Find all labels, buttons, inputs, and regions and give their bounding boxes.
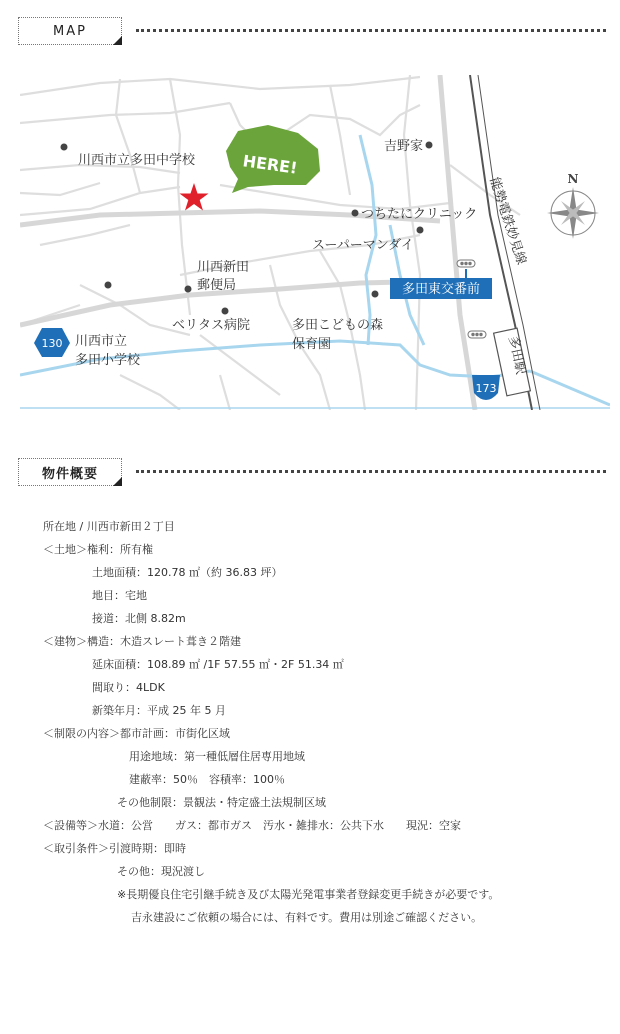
spec-line: 建蔽率：50％ 容積率：100％ [129,773,285,786]
label-koban: 多田東交番前 [401,282,481,297]
spec-line: ＜設備等＞水道：公営 ガス：都市ガス 汚水・雑排水：公共下水 現況：空家 [43,819,461,832]
dotted-divider [136,29,606,32]
tag-corner [113,36,122,45]
traffic-light-icon [468,331,486,338]
spec-line: 接道：北側 8.82m [92,612,186,625]
label-school-sho-2: 多田小学校 [75,353,141,368]
map-section-title: MAP [53,23,87,39]
spec-line: 吉永建設にご依頼の場合には、有料です。費用は別途ご確認ください。 [131,911,483,924]
label-yoshino: 吉野家 [384,139,424,154]
spec-line: 土地面積：120.78 ㎡（約 36.83 坪） [92,566,283,579]
spec-line: 新築年月：平成 25 年 5 月 [92,704,226,717]
spec-line: ＜制限の内容＞都市計画：市街化区域 [43,727,230,740]
route-130-label: 130 [41,337,63,350]
area-map [20,75,610,410]
label-tsuchitani: つちたにクリニック [361,207,478,222]
route-173-label: 173 [475,382,497,395]
spec-line: その他：現況渡し [117,865,205,878]
map-title-box [18,17,122,45]
poi-dot [185,286,192,293]
spec-line: ＜取引条件＞引渡時期：即時 [43,842,186,855]
poi-dot [222,308,229,315]
label-veritas: ベリタス病院 [172,318,251,333]
label-nursery-1: 多田こどもの森 [292,318,384,333]
label-super: スーパーマンダイ [312,238,414,253]
label-post-1: 川西新田 [197,260,250,275]
railway-label: 能勢電鉄妙見線 [486,175,529,267]
label-post-2: 郵便局 [197,278,237,293]
poi-dot [417,227,424,234]
spec-line: 延床面積：108.89 ㎡ /1F 57.55 ㎡・2F 51.34 ㎡ [92,658,344,671]
poi-dot [426,142,433,149]
spec-line: 地目：宅地 [92,589,147,602]
spec-title-box [18,458,122,486]
spec-line: 用途地域：第一種低層住居専用地域 [129,750,305,763]
poi-dot [372,291,379,298]
poi-dot [105,282,112,289]
spec-line: ＜建物＞構造：木造スレート葺き２階建 [43,635,241,648]
spec-line: ※長期優良住宅引継手続き及び太陽光発電事業者登録変更手続きが必要です。 [117,888,500,901]
poi-dot [352,210,359,217]
spec-section-title: 物件概要 [41,466,98,482]
spec-line: 所在地 / 川西市新田２丁目 [43,520,175,533]
dotted-divider [136,470,606,473]
spec-line: ＜土地＞権利：所有権 [43,543,153,556]
spec-section-header [18,458,610,492]
compass-north-label: N [567,172,579,186]
spec-line: 間取り：4LDK [92,681,165,694]
here-label: HERE! [241,151,299,178]
traffic-light-icon [457,260,475,267]
label-school-sho-1: 川西市立 [75,334,128,349]
station-label: 多田駅 [505,334,528,376]
spec-line: その他制限：景観法・特定盛土法規制区域 [117,796,326,809]
map-section-header [18,17,610,51]
label-nursery-2: 保育園 [292,337,332,352]
label-school-chu: 川西市立多田中学校 [78,153,196,168]
tag-corner [113,477,122,486]
poi-dot [61,144,68,151]
